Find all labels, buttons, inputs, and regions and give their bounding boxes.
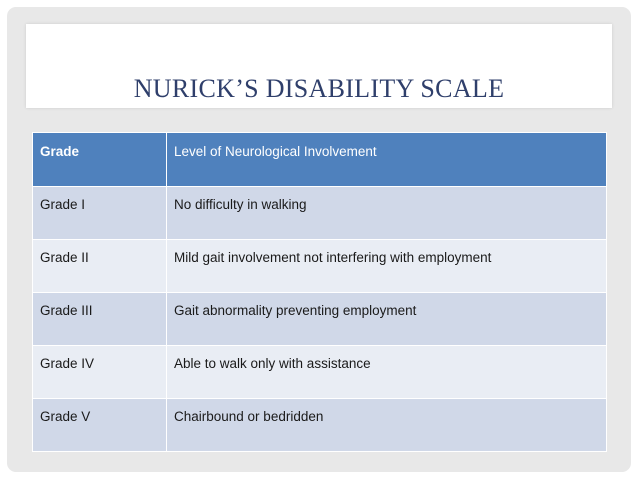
table-row <box>33 399 607 452</box>
level-cell: Mild gait involvement not interfering with employment <box>167 240 607 293</box>
grade-cell: Grade IV <box>33 346 167 399</box>
level-cell: No difficulty in walking <box>167 187 607 240</box>
title-box <box>26 24 612 108</box>
slide-title: NURICK’S DISABILITY SCALE <box>133 74 505 103</box>
grade-cell: Grade I <box>33 187 167 240</box>
table-row <box>33 240 607 293</box>
level-cell: Chairbound or bedridden <box>167 399 607 452</box>
column-header-grade: Grade <box>33 133 167 187</box>
table-header-row <box>33 133 607 187</box>
grade-cell: Grade II <box>33 240 167 293</box>
level-cell: Gait abnormality preventing employment <box>167 293 607 346</box>
table-row <box>33 293 607 346</box>
table-row <box>33 346 607 399</box>
table-row <box>33 187 607 240</box>
level-cell: Able to walk only with assistance <box>167 346 607 399</box>
column-header-level: Level of Neurological Involvement <box>167 133 607 187</box>
grade-cell: Grade III <box>33 293 167 346</box>
nurick-scale-table <box>32 132 607 452</box>
grade-cell: Grade V <box>33 399 167 452</box>
